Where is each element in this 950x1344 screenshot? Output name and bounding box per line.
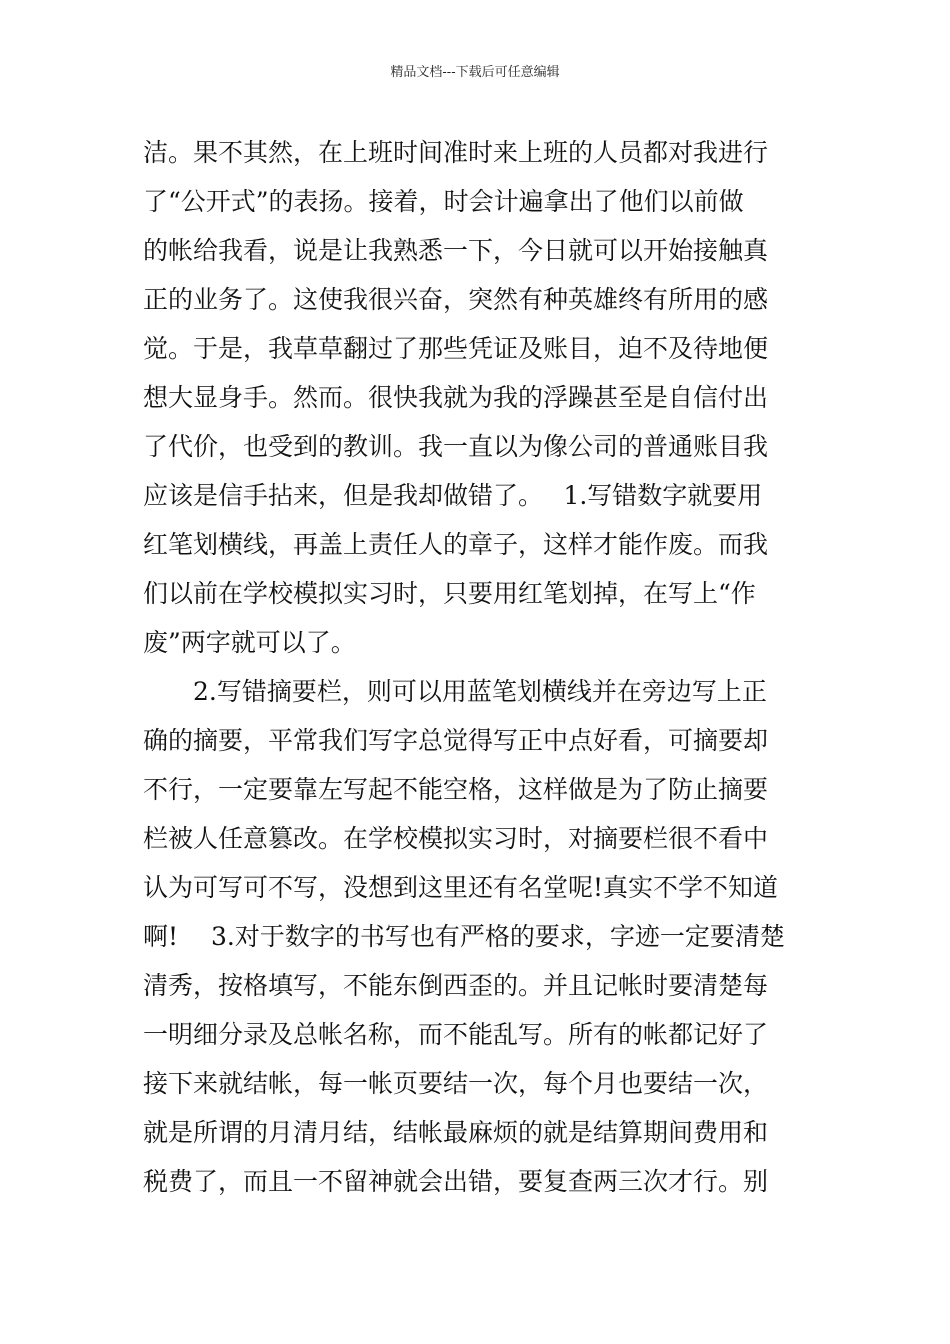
text-line: 想大显身手。然而。很快我就为我的浮躁甚至是自信付出	[143, 383, 769, 412]
text-line: 正的业务了。这使我很兴奋，突然有种英雄终有所用的感	[143, 285, 769, 314]
text-line: 应该是信手拈来，但是我却做错了。 1.写错数字就要用	[143, 481, 763, 510]
text-line: 了代价，也受到的教训。我一直以为像公司的普通账目我	[143, 432, 769, 461]
text-line: 洁。果不其然，在上班时间准时来上班的人员都对我进行	[143, 138, 769, 167]
text-line: 就是所谓的月清月结，结帐最麻烦的就是结算期间费用和	[143, 1118, 769, 1147]
text-line: 一明细分录及总帐名称，而不能乱写。所有的帐都记好了	[143, 1020, 769, 1049]
text-line: 确的摘要，平常我们写字总觉得写正中点好看，可摘要却	[143, 726, 769, 755]
text-line: 废”两字就可以了。	[143, 628, 356, 657]
text-line: 栏被人任意篡改。在学校模拟实习时，对摘要栏很不看中	[143, 824, 769, 853]
page-header: 精品文档---下载后可任意编辑	[390, 65, 560, 80]
text-line: 的帐给我看，说是让我熟悉一下，今日就可以开始接触真	[143, 236, 769, 265]
document-body	[143, 128, 810, 1206]
text-line: 了“公开式”的表扬。接着，时会计遍拿出了他们以前做	[143, 187, 744, 216]
text-line: 红笔划横线，再盖上责任人的章子，这样才能作废。而我	[143, 530, 769, 559]
text-line: 觉。于是，我草草翻过了那些凭证及账目，迫不及待地便	[143, 334, 769, 363]
text-line: 啊! 3.对于数字的书写也有严格的要求，字迹一定要清楚	[143, 922, 785, 951]
text-line: 们以前在学校模拟实习时，只要用红笔划掉，在写上“作	[143, 579, 756, 608]
text-line: 清秀，按格填写，不能东倒西歪的。并且记帐时要清楚每	[143, 971, 769, 1000]
text-line: 税费了，而且一不留神就会出错，要复查两三次才行。别	[143, 1167, 769, 1196]
text-line: 接下来就结帐，每一帐页要结一次，每个月也要结一次，	[143, 1069, 769, 1098]
text-line: 不行，一定要靠左写起不能空格，这样做是为了防止摘要	[143, 775, 769, 804]
text-line: 2.写错摘要栏，则可以用蓝笔划横线并在旁边写上正	[143, 677, 767, 706]
text-line: 认为可写可不写，没想到这里还有名堂呢!真实不学不知道	[143, 873, 779, 902]
